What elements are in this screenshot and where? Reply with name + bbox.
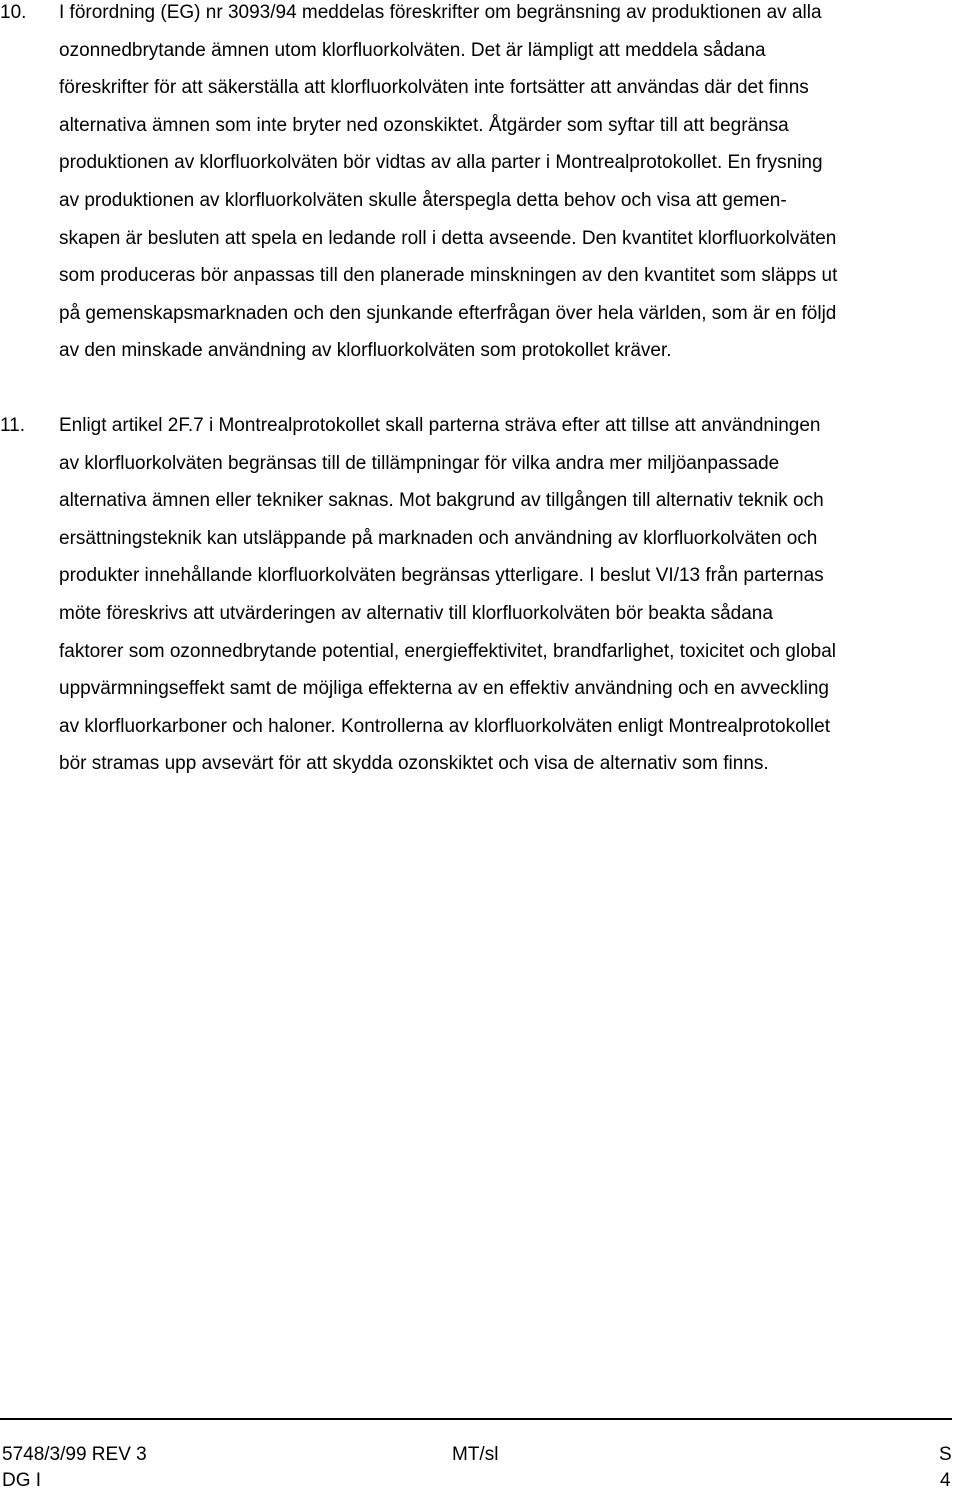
paragraph-line: ersättningsteknik kan utsläppande på marknaden och användning av klorfluorkolväten och: [59, 527, 818, 549]
footer-page-number: 4: [940, 1470, 951, 1491]
paragraph-line: uppvärmningseffekt samt de möjliga effekterna av en effektiv användning och en avveckling: [59, 678, 829, 700]
paragraph-line: av klorfluorkarboner och haloner. Kontrollerna av klorfluorkolväten enligt Montrealprotokollet: [59, 715, 830, 737]
paragraph-line: av produktionen av klorfluorkolväten skulle återspegla detta behov och visa att gemen-: [59, 190, 787, 211]
paragraph-line: Enligt artikel 2F.7 i Montrealprotokollet skall parterna sträva efter att tillse att användningen: [59, 415, 821, 436]
paragraph-line: alternativa ämnen eller tekniker saknas. Mot bakgrund av tillgången till alternativ teknik och: [59, 490, 824, 512]
paragraph-line: möte föreskrivs att utvärderingen av alternativ till klorfluorkolväten bör beakta sådana: [59, 603, 773, 624]
paragraph-line: I förordning (EG) nr 3093/94 meddelas föreskrifter om begränsning av produktionen av alla: [59, 2, 822, 23]
paragraph-line: alternativa ämnen som inte bryter ned ozonskiktet. Åtgärder som syftar till att begränsa: [59, 114, 789, 136]
paragraph-line: faktorer som ozonnedbrytande potential, energieffektivitet, brandfarlighet, toxicitet och global: [59, 640, 837, 662]
footer-divider: [0, 1418, 952, 1420]
paragraph-line: av den minskade användning av klorfluorkolväten som protokollet kräver.: [59, 340, 672, 362]
paragraph-line: skapen är besluten att spela en ledande roll i detta avseende. Den kvantitet klorfluorkolväten: [59, 227, 837, 249]
footer-doc-ref: 5748/3/99 REV 3: [2, 1444, 147, 1465]
paragraph-line: produktionen av klorfluorkolväten bör vidtas av alla parter i Montrealprotokollet. En frysning: [59, 152, 823, 174]
paragraph-line: på gemenskapsmarknaden och den sjunkande efterfrågan över hela världen, som är en följd: [59, 302, 837, 324]
paragraph-line: produkter innehållande klorfluorkolväten begränsas ytterligare. I beslut VI/13 från parternas: [59, 565, 824, 587]
footer-language: S: [939, 1444, 952, 1465]
paragraph-number: 11.: [0, 415, 26, 436]
footer-initials: MT/sl: [452, 1444, 499, 1465]
paragraph-line: av klorfluorkolväten begränsas till de tillämpningar för vilka andra mer miljöanpassade: [59, 452, 780, 474]
paragraph-number: 10.: [0, 2, 27, 23]
paragraph-line: föreskrifter för att säkerställa att klorfluorkolväten inte fortsätter att användas där det finns: [59, 77, 809, 99]
footer-department: DG I: [2, 1470, 42, 1491]
paragraph-line: som produceras bör anpassas till den planerade minskningen av den kvantitet som släpps ut: [59, 265, 838, 287]
paragraph-line: bör stramas upp avsevärt för att skydda ozonskiktet och visa de alternativ som finns.: [59, 753, 769, 775]
paragraph-line: ozonnedbrytande ämnen utom klorfluorkolväten. Det är lämpligt att meddela sådana: [59, 39, 766, 61]
